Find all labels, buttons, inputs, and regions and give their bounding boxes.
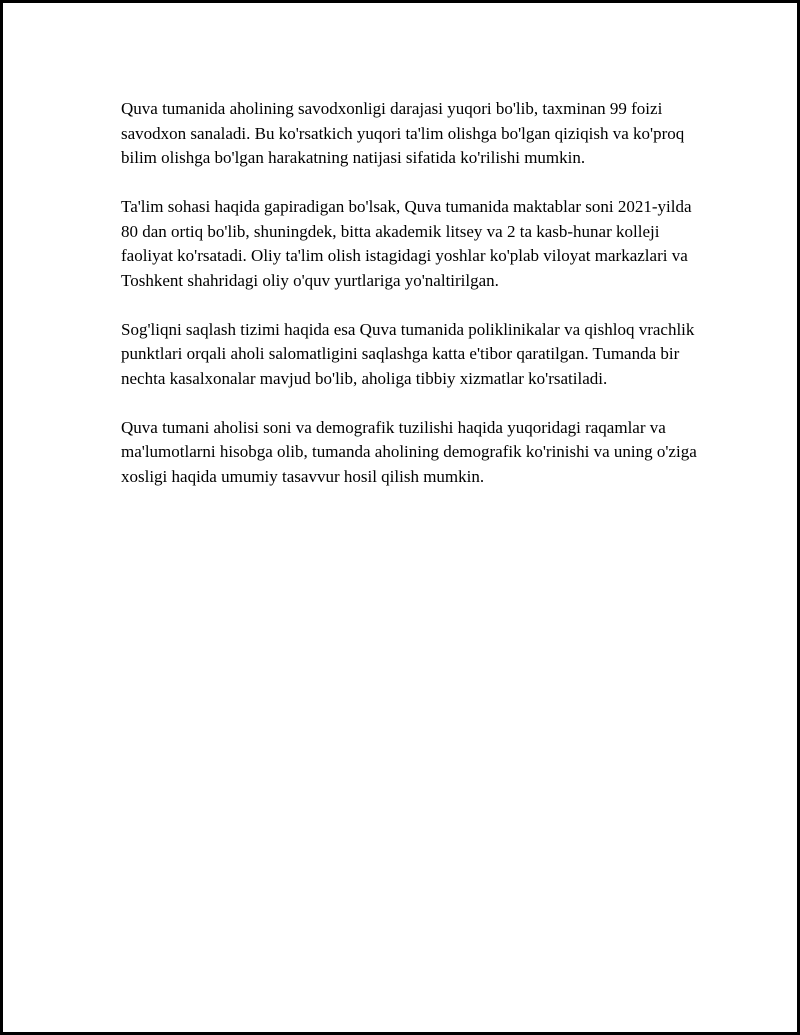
paragraph-healthcare: Sog'liqni saqlash tizimi haqida esa Quva tumanida poliklinikalar va qishloq vrachlik punktlari orqali aholi salomatligini saqlashga katta e'tibor qaratilgan. Tumanda bir nechta kasalxonalar mavjud bo'lib, aholiga tibbiy xizmatlar ko'rsatiladi. xyxy=(121,319,695,388)
paragraph-literacy: Quva tumanida aholining savodxonligi darajasi yuqori bo'lib, taxminan 99 foizi savodxon sanaladi. Bu ko'rsatkich yuqori ta'lim olishga bo'lgan qiziqish va ko'proq bilim olishga bo'lgan harakatning natijasi sifatida ko'rilishi mumkin. xyxy=(121,99,685,167)
page-content xyxy=(121,97,701,514)
paragraph-education: Ta'lim sohasi haqida gapiradigan bo'lsak, Quva tumanida maktablar soni 2021-yilda 80 dan ortiq bo'lib, shuningdek, bitta akademik litsey va 2 ta kasb-hunar kolleji faoliyat ko'rsatadi. Oliy ta'lim olish istagidagi yoshlar ko'plab viloyat markazlari va Toshkent shahridagi oliy o'quv yurtlariga yo'naltirilgan. xyxy=(121,197,692,290)
paragraph-demographics: Quva tumani aholisi soni va demografik tuzilishi haqida yuqoridagi raqamlar va ma'lumotlarni hisobga olib, tumanda aholining demografik ko'rinishi va uning o'ziga xosligi haqida umumiy tasavvur hosil qilish mumkin. xyxy=(121,417,697,486)
